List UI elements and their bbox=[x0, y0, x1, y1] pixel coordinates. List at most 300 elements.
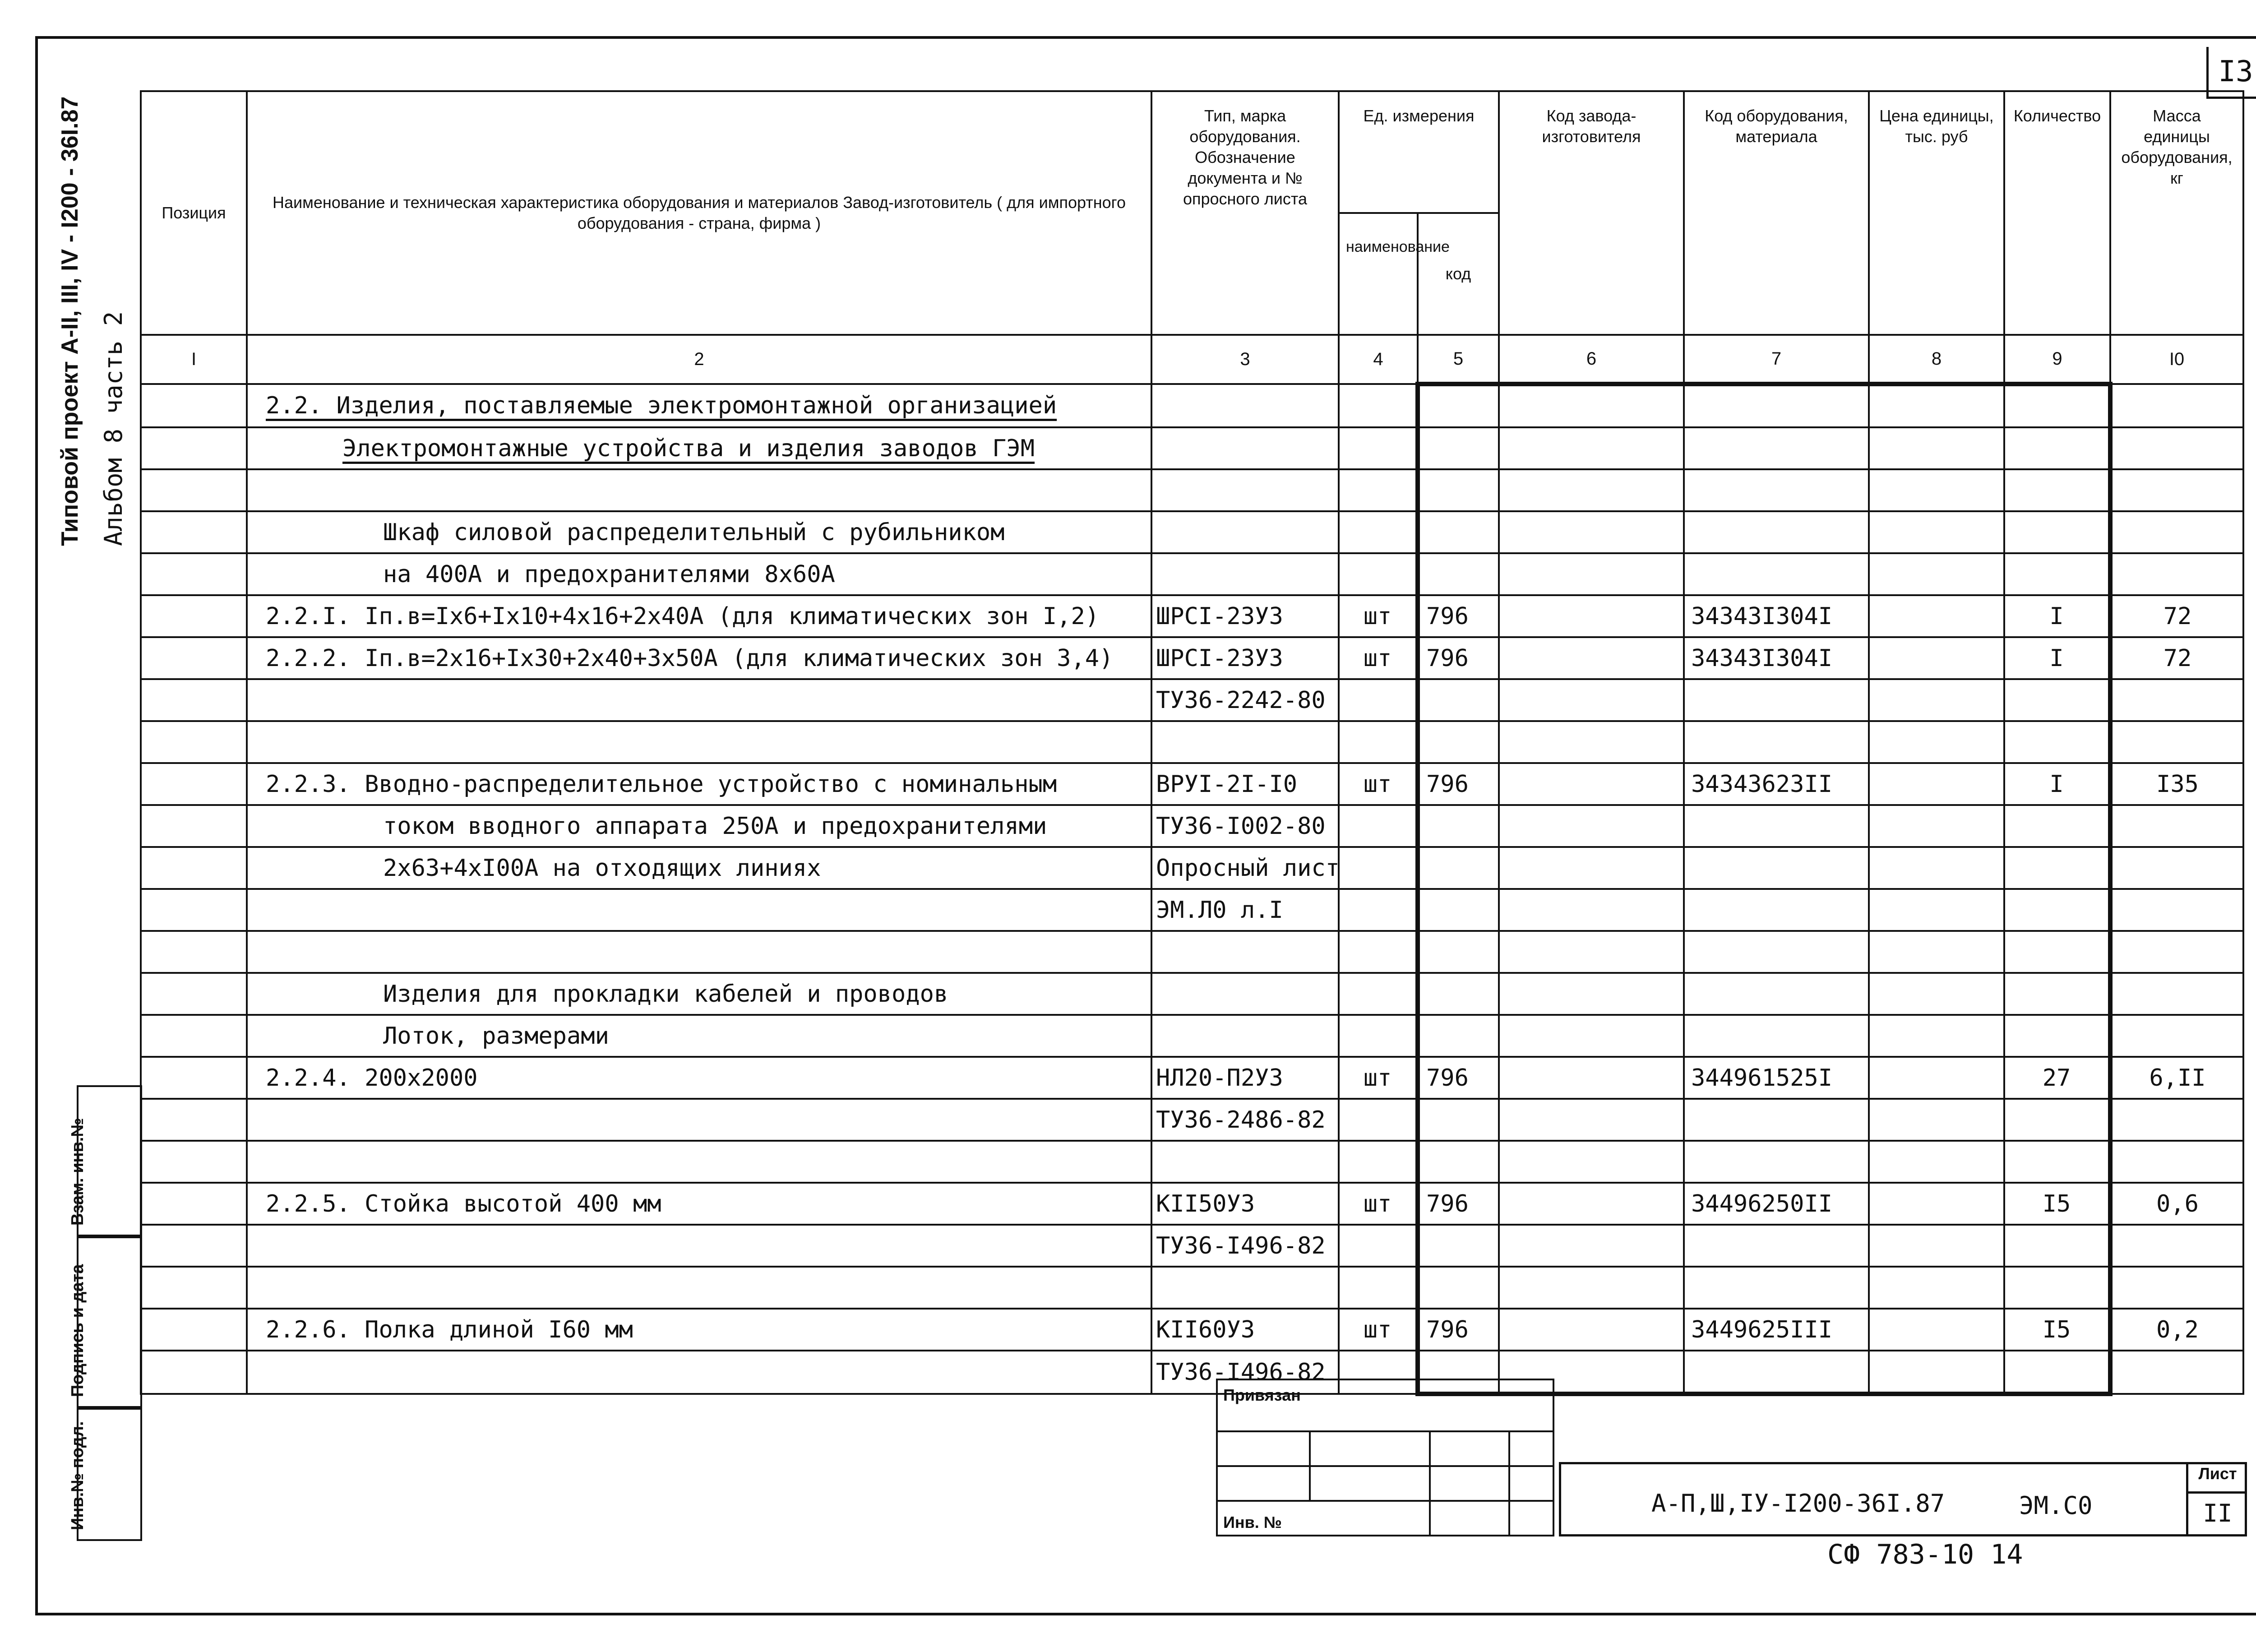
cell-code bbox=[1418, 1141, 1499, 1183]
cell-name bbox=[247, 384, 1151, 427]
cell-eq bbox=[1684, 847, 1869, 889]
cell-fac bbox=[1499, 637, 1684, 679]
cell-type bbox=[1151, 721, 1339, 763]
cell-fac bbox=[1499, 973, 1684, 1015]
cell-eq bbox=[1684, 1309, 1869, 1351]
cell-code bbox=[1418, 1267, 1499, 1309]
cell-qty bbox=[2004, 721, 2110, 763]
cell-fac bbox=[1499, 931, 1684, 973]
cell-code bbox=[1418, 847, 1499, 889]
cell-price bbox=[1869, 511, 2004, 553]
cell-pos bbox=[141, 1309, 247, 1351]
cell-pos bbox=[141, 1183, 247, 1225]
column-number: 3 bbox=[1151, 335, 1339, 384]
cell-pos bbox=[141, 637, 247, 679]
cell-qty bbox=[2004, 1267, 2110, 1309]
unit-text: шт bbox=[1363, 644, 1392, 672]
cell-price bbox=[1869, 1267, 2004, 1309]
name-text: 2.2.2. Iп.в=2х16+Iх30+2х40+3х50А (для климатических зон 3,4) bbox=[266, 644, 1114, 672]
cell-unit bbox=[1339, 1267, 1418, 1309]
cell-type bbox=[1151, 511, 1339, 553]
cell-eq bbox=[1684, 679, 1869, 721]
cell-type bbox=[1151, 1309, 1339, 1351]
unit-text: шт bbox=[1363, 602, 1392, 630]
name-text: Изделия для прокладки кабелей и проводов bbox=[383, 980, 948, 1008]
column-number: 6 bbox=[1499, 335, 1684, 384]
sheet-label: Лист bbox=[2188, 1464, 2247, 1494]
cell-eq bbox=[1684, 595, 1869, 637]
qty-text: I bbox=[2049, 644, 2064, 672]
cell-mass bbox=[2110, 384, 2243, 427]
cell-unit bbox=[1339, 469, 1418, 511]
type-text: ТУ36-I496-82 bbox=[1156, 1359, 1326, 1386]
cell-type bbox=[1151, 1183, 1339, 1225]
cell-eq bbox=[1684, 889, 1869, 931]
cell-unit bbox=[1339, 1309, 1418, 1351]
cell-qty bbox=[2004, 1057, 2110, 1099]
column-number: I0 bbox=[2110, 335, 2243, 384]
unit-text: шт bbox=[1363, 1064, 1392, 1092]
name-text: Шкаф силовой распределительный с рубильником bbox=[383, 518, 1005, 546]
cell-qty bbox=[2004, 931, 2110, 973]
cell-mass bbox=[2110, 1057, 2243, 1099]
eq-text: 34343I304I bbox=[1691, 602, 1833, 630]
cell-fac bbox=[1499, 721, 1684, 763]
table-row bbox=[141, 427, 2243, 469]
cell-eq bbox=[1684, 1015, 1869, 1057]
cell-code bbox=[1418, 384, 1499, 427]
cell-qty bbox=[2004, 889, 2110, 931]
cell-pos bbox=[141, 931, 247, 973]
cell-mass bbox=[2110, 1225, 2243, 1267]
cell-mass bbox=[2110, 1141, 2243, 1183]
cell-mass bbox=[2110, 637, 2243, 679]
cell-mass bbox=[2110, 1183, 2243, 1225]
cell-code bbox=[1418, 805, 1499, 847]
cell-pos bbox=[141, 595, 247, 637]
name-text: 2.2.6. Полка длиной I60 мм bbox=[266, 1316, 633, 1343]
cell-unit bbox=[1339, 889, 1418, 931]
cell-fac bbox=[1499, 511, 1684, 553]
cell-name bbox=[247, 1099, 1151, 1141]
cell-price bbox=[1869, 1057, 2004, 1099]
cell-name bbox=[247, 553, 1151, 595]
qty-text: I bbox=[2049, 770, 2064, 798]
column-number: I bbox=[141, 335, 247, 384]
unit-text: шт bbox=[1363, 1190, 1392, 1217]
column-number: 5 bbox=[1418, 335, 1499, 384]
cell-pos bbox=[141, 1225, 247, 1267]
table-row bbox=[141, 1183, 2243, 1225]
cell-name bbox=[247, 679, 1151, 721]
sheet-cell bbox=[2186, 1464, 2247, 1534]
cell-name bbox=[247, 1309, 1151, 1351]
document-mark: ЭМ.С0 bbox=[2019, 1491, 2093, 1520]
name-text: Лоток, размерами bbox=[383, 1022, 609, 1050]
stamp-inv-podl: Инв.№ подл. bbox=[77, 1408, 142, 1541]
qty-text: 27 bbox=[2042, 1064, 2071, 1092]
cell-type bbox=[1151, 427, 1339, 469]
header-unit-name: наименование bbox=[1339, 213, 1418, 335]
cell-unit bbox=[1339, 1015, 1418, 1057]
cell-type bbox=[1151, 679, 1339, 721]
eq-text: 344961525I bbox=[1691, 1064, 1833, 1092]
header-row bbox=[141, 91, 2243, 213]
cell-eq bbox=[1684, 1099, 1869, 1141]
cell-fac bbox=[1499, 1015, 1684, 1057]
cell-qty bbox=[2004, 1015, 2110, 1057]
cell-code bbox=[1418, 679, 1499, 721]
header-equipment-code: Код оборудования, материала bbox=[1684, 91, 1869, 335]
name-text: на 400А и предохранителями 8х60А bbox=[383, 560, 835, 588]
cell-name bbox=[247, 805, 1151, 847]
name-text: 2.2.I. Iп.в=Iх6+Iх10+4х16+2х40А (для климатических зон I,2) bbox=[266, 602, 1100, 630]
table-row bbox=[141, 1057, 2243, 1099]
cell-eq bbox=[1684, 637, 1869, 679]
table-row bbox=[141, 763, 2243, 805]
header-factory-code: Код завода-изготовителя bbox=[1499, 91, 1684, 335]
cell-qty bbox=[2004, 679, 2110, 721]
cell-code bbox=[1418, 973, 1499, 1015]
cell-qty bbox=[2004, 511, 2110, 553]
cell-code bbox=[1418, 1225, 1499, 1267]
cell-code bbox=[1418, 889, 1499, 931]
cell-name bbox=[247, 595, 1151, 637]
table-row bbox=[141, 1267, 2243, 1309]
mass-text: I35 bbox=[2156, 770, 2199, 798]
type-text: НЛ20-П2У3 bbox=[1156, 1064, 1283, 1092]
table-row bbox=[141, 1141, 2243, 1183]
header-quantity: Количество bbox=[2004, 91, 2110, 335]
cell-eq bbox=[1684, 511, 1869, 553]
cell-fac bbox=[1499, 1183, 1684, 1225]
cell-price bbox=[1869, 1351, 2004, 1394]
table-row bbox=[141, 1225, 2243, 1267]
cell-name bbox=[247, 469, 1151, 511]
cell-qty bbox=[2004, 1141, 2110, 1183]
table-row bbox=[141, 637, 2243, 679]
eq-text: 34343I304I bbox=[1691, 644, 1833, 672]
cell-fac bbox=[1499, 847, 1684, 889]
handwritten-note: СФ 783-10 14 bbox=[1827, 1539, 2023, 1570]
cell-pos bbox=[141, 889, 247, 931]
unit-text: шт bbox=[1363, 770, 1392, 798]
cell-qty bbox=[2004, 1351, 2110, 1394]
cell-pos bbox=[141, 1267, 247, 1309]
cell-eq bbox=[1684, 1351, 1869, 1394]
cell-unit bbox=[1339, 637, 1418, 679]
cell-unit bbox=[1339, 1099, 1418, 1141]
cell-qty bbox=[2004, 1183, 2110, 1225]
column-number: 8 bbox=[1869, 335, 2004, 384]
side-project-title: Типовой проект А-II, III, IV - I200 - 36I.87 bbox=[57, 96, 83, 546]
cell-type bbox=[1151, 1225, 1339, 1267]
cell-qty bbox=[2004, 637, 2110, 679]
cell-code bbox=[1418, 1015, 1499, 1057]
cell-price bbox=[1869, 1225, 2004, 1267]
table-row bbox=[141, 553, 2243, 595]
cell-code bbox=[1418, 553, 1499, 595]
cell-fac bbox=[1499, 384, 1684, 427]
code-text: 796 bbox=[1426, 1064, 1469, 1092]
type-text: ШРСI-23У3 bbox=[1156, 644, 1283, 672]
cell-type bbox=[1151, 553, 1339, 595]
cell-type bbox=[1151, 847, 1339, 889]
cell-name bbox=[247, 1351, 1151, 1394]
document-code-block bbox=[1559, 1462, 2247, 1536]
cell-pos bbox=[141, 763, 247, 805]
type-text: Опросный лист bbox=[1156, 854, 1340, 882]
document-code: А-П,Ш,IУ-I200-36I.87 bbox=[1651, 1489, 1945, 1518]
cell-type bbox=[1151, 1267, 1339, 1309]
header-name: Наименование и техническая характеристика оборудования и материалов Завод-изготовитель ( для импортного оборудования - страна, фирма ) bbox=[247, 91, 1151, 335]
cell-type bbox=[1151, 637, 1339, 679]
cell-code bbox=[1418, 721, 1499, 763]
header-unit-code: код bbox=[1418, 213, 1499, 335]
cell-qty bbox=[2004, 553, 2110, 595]
cell-price bbox=[1869, 637, 2004, 679]
cell-eq bbox=[1684, 1225, 1869, 1267]
cell-fac bbox=[1499, 889, 1684, 931]
eq-text: 34496250II bbox=[1691, 1190, 1833, 1217]
qty-text: I5 bbox=[2042, 1190, 2071, 1217]
cell-code bbox=[1418, 595, 1499, 637]
cell-price bbox=[1869, 889, 2004, 931]
table-row bbox=[141, 1099, 2243, 1141]
qty-text: I bbox=[2049, 602, 2064, 630]
specification-table bbox=[140, 90, 2244, 1396]
table-row bbox=[141, 1309, 2243, 1351]
cell-qty bbox=[2004, 1099, 2110, 1141]
cell-eq bbox=[1684, 721, 1869, 763]
cell-pos bbox=[141, 469, 247, 511]
header-position: Позиция bbox=[141, 91, 247, 335]
cell-eq bbox=[1684, 553, 1869, 595]
stamp-vzam-inv: Взам. инв.№ bbox=[77, 1085, 142, 1236]
cell-pos bbox=[141, 679, 247, 721]
cell-price bbox=[1869, 721, 2004, 763]
stamp-signature-date: Подпись и дата bbox=[77, 1236, 142, 1408]
cell-unit bbox=[1339, 1057, 1418, 1099]
cell-price bbox=[1869, 679, 2004, 721]
side-album-subtitle: Альбом 8 часть 2 bbox=[99, 311, 128, 546]
cell-qty bbox=[2004, 595, 2110, 637]
column-number: 4 bbox=[1339, 335, 1418, 384]
type-text: ТУ36-2242-80 bbox=[1156, 686, 1326, 714]
cell-name bbox=[247, 1015, 1151, 1057]
cell-type bbox=[1151, 1141, 1339, 1183]
cell-unit bbox=[1339, 721, 1418, 763]
cell-type bbox=[1151, 763, 1339, 805]
cell-eq bbox=[1684, 469, 1869, 511]
cell-eq bbox=[1684, 931, 1869, 973]
inv-no-label: Инв. № bbox=[1217, 1501, 1430, 1536]
cell-name bbox=[247, 637, 1151, 679]
cell-fac bbox=[1499, 679, 1684, 721]
privyazan-label: Привязан bbox=[1217, 1379, 1553, 1431]
type-text: ТУ36-I002-80 bbox=[1156, 812, 1326, 840]
cell-pos bbox=[141, 384, 247, 427]
cell-fac bbox=[1499, 1309, 1684, 1351]
cell-unit bbox=[1339, 427, 1418, 469]
cell-type bbox=[1151, 931, 1339, 973]
cell-mass bbox=[2110, 805, 2243, 847]
mass-text: 0,6 bbox=[2156, 1190, 2199, 1217]
cell-pos bbox=[141, 427, 247, 469]
cell-name bbox=[247, 1141, 1151, 1183]
cell-name bbox=[247, 721, 1151, 763]
cell-unit bbox=[1339, 679, 1418, 721]
cell-price bbox=[1869, 384, 2004, 427]
cell-eq bbox=[1684, 427, 1869, 469]
cell-price bbox=[1869, 469, 2004, 511]
cell-name bbox=[247, 427, 1151, 469]
cell-code bbox=[1418, 469, 1499, 511]
cell-name bbox=[247, 889, 1151, 931]
sheet-value: II bbox=[2203, 1499, 2233, 1527]
cell-code bbox=[1418, 511, 1499, 553]
cell-mass bbox=[2110, 847, 2243, 889]
column-number: 2 bbox=[247, 335, 1151, 384]
cell-pos bbox=[141, 1141, 247, 1183]
cell-price bbox=[1869, 1183, 2004, 1225]
cell-unit bbox=[1339, 805, 1418, 847]
cell-price bbox=[1869, 553, 2004, 595]
cell-mass bbox=[2110, 595, 2243, 637]
unit-text: шт bbox=[1363, 1316, 1392, 1343]
cell-type bbox=[1151, 1057, 1339, 1099]
cell-pos bbox=[141, 973, 247, 1015]
cell-code bbox=[1418, 1099, 1499, 1141]
privyazan-block bbox=[1216, 1379, 1554, 1536]
cell-unit bbox=[1339, 847, 1418, 889]
sheet-corner-number: I3 bbox=[2206, 47, 2256, 99]
cell-pos bbox=[141, 553, 247, 595]
column-number-row bbox=[141, 335, 2243, 384]
cell-type bbox=[1151, 469, 1339, 511]
cell-eq bbox=[1684, 1267, 1869, 1309]
cell-qty bbox=[2004, 1309, 2110, 1351]
cell-unit bbox=[1339, 973, 1418, 1015]
code-text: 796 bbox=[1426, 770, 1469, 798]
cell-price bbox=[1869, 427, 2004, 469]
eq-text: 34343623II bbox=[1691, 770, 1833, 798]
mass-text: 6,II bbox=[2149, 1064, 2206, 1092]
table-row bbox=[141, 847, 2243, 889]
type-text: ТУ36-2486-82 bbox=[1156, 1106, 1326, 1134]
cell-mass bbox=[2110, 763, 2243, 805]
cell-name bbox=[247, 1267, 1151, 1309]
cell-price bbox=[1869, 1141, 2004, 1183]
cell-qty bbox=[2004, 384, 2110, 427]
cell-qty bbox=[2004, 1225, 2110, 1267]
cell-pos bbox=[141, 1351, 247, 1394]
cell-qty bbox=[2004, 763, 2110, 805]
cell-code bbox=[1418, 763, 1499, 805]
cell-mass bbox=[2110, 1267, 2243, 1309]
mass-text: 0,2 bbox=[2156, 1316, 2199, 1343]
cell-type bbox=[1151, 384, 1339, 427]
table-row bbox=[141, 679, 2243, 721]
cell-pos bbox=[141, 805, 247, 847]
table-row bbox=[141, 721, 2243, 763]
table-row bbox=[141, 889, 2243, 931]
cell-price bbox=[1869, 847, 2004, 889]
cell-name bbox=[247, 1057, 1151, 1099]
cell-eq bbox=[1684, 805, 1869, 847]
cell-type bbox=[1151, 973, 1339, 1015]
cell-type bbox=[1151, 595, 1339, 637]
cell-pos bbox=[141, 721, 247, 763]
cell-unit bbox=[1339, 1183, 1418, 1225]
cell-code bbox=[1418, 1183, 1499, 1225]
cell-mass bbox=[2110, 1099, 2243, 1141]
qty-text: I5 bbox=[2042, 1316, 2071, 1343]
header-mass: Масса единицы оборудования, кг bbox=[2110, 91, 2243, 335]
cell-mass bbox=[2110, 511, 2243, 553]
cell-qty bbox=[2004, 805, 2110, 847]
cell-mass bbox=[2110, 721, 2243, 763]
cell-fac bbox=[1499, 763, 1684, 805]
cell-mass bbox=[2110, 553, 2243, 595]
table-row bbox=[141, 384, 2243, 427]
cell-mass bbox=[2110, 427, 2243, 469]
cell-name bbox=[247, 847, 1151, 889]
cell-unit bbox=[1339, 553, 1418, 595]
cell-fac bbox=[1499, 805, 1684, 847]
cell-unit bbox=[1339, 931, 1418, 973]
name-text: 2.2.3. Вводно-распределительное устройство с номинальным bbox=[266, 770, 1057, 798]
cell-price bbox=[1869, 595, 2004, 637]
cell-pos bbox=[141, 847, 247, 889]
cell-pos bbox=[141, 1057, 247, 1099]
cell-unit bbox=[1339, 1141, 1418, 1183]
cell-unit bbox=[1339, 511, 1418, 553]
cell-code bbox=[1418, 637, 1499, 679]
column-number: 7 bbox=[1684, 335, 1869, 384]
type-text: КII60У3 bbox=[1156, 1316, 1255, 1343]
cell-price bbox=[1869, 1099, 2004, 1141]
cell-pos bbox=[141, 511, 247, 553]
cell-qty bbox=[2004, 469, 2110, 511]
cell-price bbox=[1869, 805, 2004, 847]
cell-type bbox=[1151, 889, 1339, 931]
code-text: 796 bbox=[1426, 644, 1469, 672]
cell-type bbox=[1151, 1099, 1339, 1141]
header-units: Ед. измерения bbox=[1339, 91, 1499, 213]
mass-text: 72 bbox=[2163, 644, 2192, 672]
cell-mass bbox=[2110, 469, 2243, 511]
cell-name bbox=[247, 763, 1151, 805]
header-type: Тип, марка оборудования. Обозначение документа и № опросного листа bbox=[1151, 91, 1339, 335]
table-row bbox=[141, 805, 2243, 847]
eq-text: 3449625III bbox=[1691, 1316, 1833, 1343]
cell-fac bbox=[1499, 553, 1684, 595]
cell-fac bbox=[1499, 427, 1684, 469]
cell-unit bbox=[1339, 384, 1418, 427]
type-text: ШРСI-23У3 bbox=[1156, 602, 1283, 630]
table-row bbox=[141, 595, 2243, 637]
cell-qty bbox=[2004, 427, 2110, 469]
table-row bbox=[141, 511, 2243, 553]
code-text: 796 bbox=[1426, 1316, 1469, 1343]
cell-price bbox=[1869, 763, 2004, 805]
cell-pos bbox=[141, 1015, 247, 1057]
cell-mass bbox=[2110, 931, 2243, 973]
cell-code bbox=[1418, 1309, 1499, 1351]
header-price: Цена единицы, тыс. руб bbox=[1869, 91, 2004, 335]
cell-eq bbox=[1684, 1141, 1869, 1183]
